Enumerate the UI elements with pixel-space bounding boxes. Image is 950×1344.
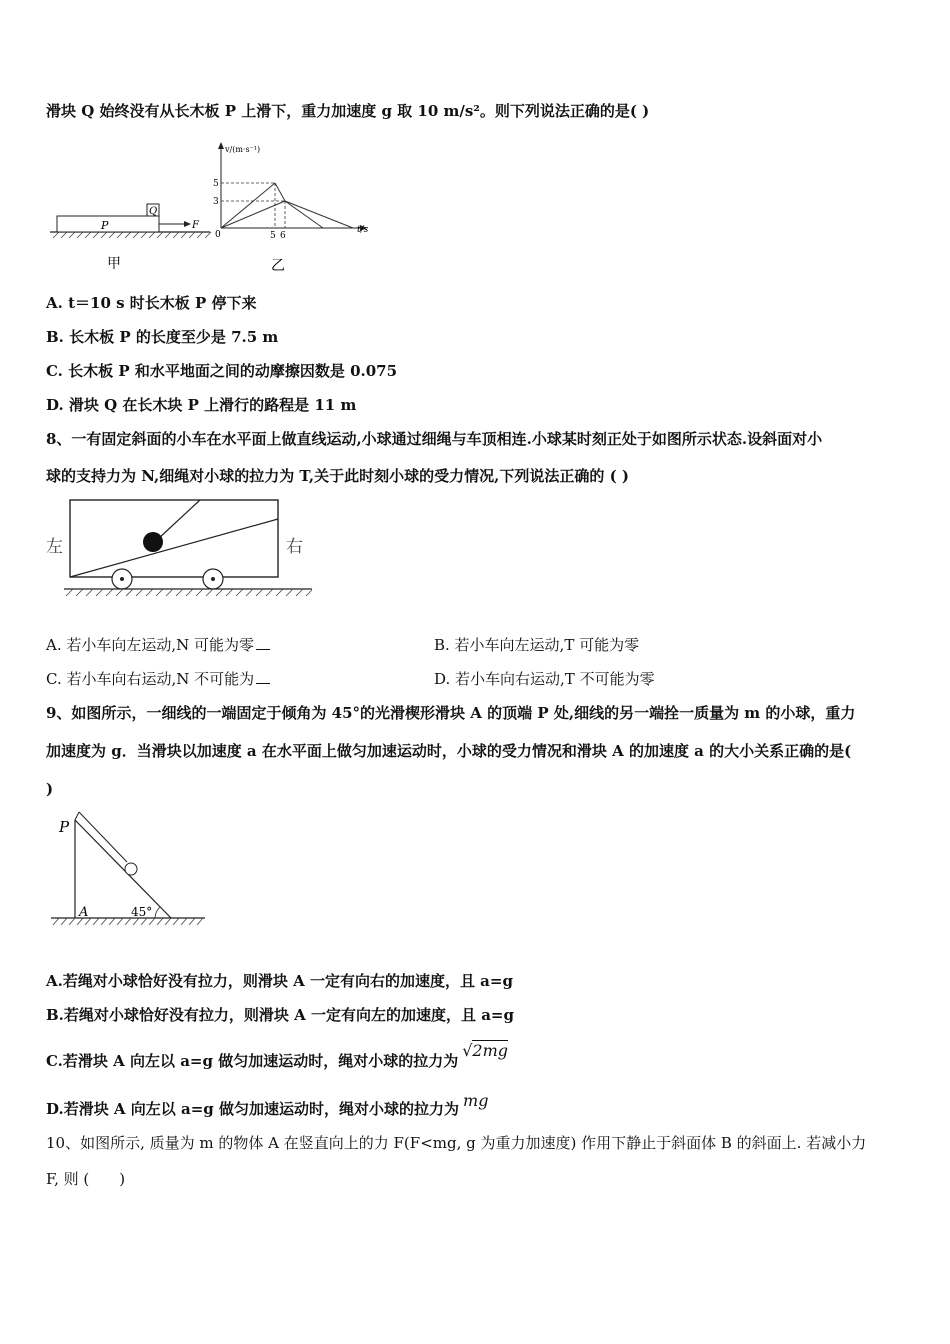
caption-yi: 乙 [271, 258, 285, 274]
q8-option-c: C. 若小车向右运动,N 不可能为 [46, 668, 270, 690]
force-label: F [192, 220, 199, 231]
x-tick-5: 5 [270, 231, 276, 241]
figure-cart-slope-ball [40, 495, 340, 605]
x-axis-label: t/s [357, 225, 369, 235]
q9-stem-line2: 加速度为 g．当滑块以加速度 a 在水平面上做匀加速运动时，小球的受力情况和滑块 A 的加速度 a 的大小关系正确的是( [46, 742, 852, 760]
q8-option-b: B. 若小车向左运动,T 可能为零 [434, 636, 640, 654]
q7-option-a: A. t＝10 s 时长木板 P 停下来 [46, 294, 257, 312]
block-q-label: Q [149, 206, 158, 217]
caption-jia: 甲 [107, 256, 121, 272]
q7-option-c: C. 长木板 P 和水平地面之间的动摩擦因数是 0.075 [46, 362, 398, 380]
label-p: P [59, 818, 70, 836]
q9-stem-line1: 9、如图所示，一细线的一端固定于倾角为 45°的光滑楔形滑块 A 的顶端 P 处,细线的另一端拴一质量为 m 的小球，重力 [46, 704, 856, 722]
y-tick-5: 5 [213, 179, 219, 189]
q8-option-a: A. 若小车向左运动,N 可能为零 [46, 634, 270, 656]
origin-label: 0 [215, 230, 221, 240]
y-axis-label: v/(m·s⁻¹) [225, 145, 261, 154]
q9-option-a: A.若绳对小球恰好没有拉力，则滑块 A 一定有向右的加速度，且 a=g [46, 972, 513, 990]
ball [143, 532, 163, 552]
label-right: 右 [286, 537, 303, 557]
figure-board-vt-graph [45, 140, 385, 280]
q10-stem-line2: F, 则 ( ) [46, 1170, 126, 1188]
board-p-label: P [101, 219, 109, 232]
question-intro: 滑块 Q 始终没有从长木板 P 上滑下，重力加速度 g 取 10 m/s²。则下列说法正确的是( ) [46, 102, 650, 120]
cart-body [70, 500, 278, 577]
ball [125, 863, 137, 875]
q9-option-b: B.若绳对小球恰好没有拉力，则滑块 A 一定有向左的加速度，且 a=g [46, 1006, 514, 1024]
figure-wedge-ball [45, 810, 215, 935]
q9-stem-line3: ) [46, 780, 54, 798]
q8-option-d: D. 若小车向右运动,T 不可能为零 [434, 670, 655, 688]
q7-option-b: B. 长木板 P 的长度至少是 7.5 m [46, 328, 279, 346]
q9-option-c: C.若滑块 A 向左以 a=g 做匀加速运动时，绳对小球的拉力为√2mg [46, 1041, 508, 1070]
label-angle: 45° [131, 905, 153, 919]
label-a: A [79, 905, 89, 920]
q9-option-d: D.若滑块 A 向左以 a=g 做匀加速运动时，绳对小球的拉力为 mg [46, 1091, 489, 1118]
q10-stem-line1: 10、如图所示, 质量为 m 的物体 A 在竖直向上的力 F(F<mg, g 为重力加速度) 作用下静止于斜面体 B 的斜面上. 若减小力 [46, 1134, 867, 1152]
q8-stem-line1: 8、一有固定斜面的小车在水平面上做直线运动,小球通过细绳与车顶相连.小球某时刻正处于如图所示状态.设斜面对小 [46, 430, 823, 448]
label-left: 左 [46, 537, 63, 557]
q8-stem-line2: 球的支持力为 N,细绳对小球的拉力为 T,关于此时刻小球的受力情况,下列说法正确的 ( ) [46, 467, 630, 485]
formula-sqrt2-mg: √2mg [462, 1041, 508, 1060]
q7-option-d: D. 滑块 Q 在长木块 P 上滑行的路程是 11 m [46, 396, 357, 414]
x-tick-6: 6 [280, 231, 286, 241]
y-tick-3: 3 [213, 197, 219, 207]
formula-mg: mg [463, 1091, 489, 1110]
